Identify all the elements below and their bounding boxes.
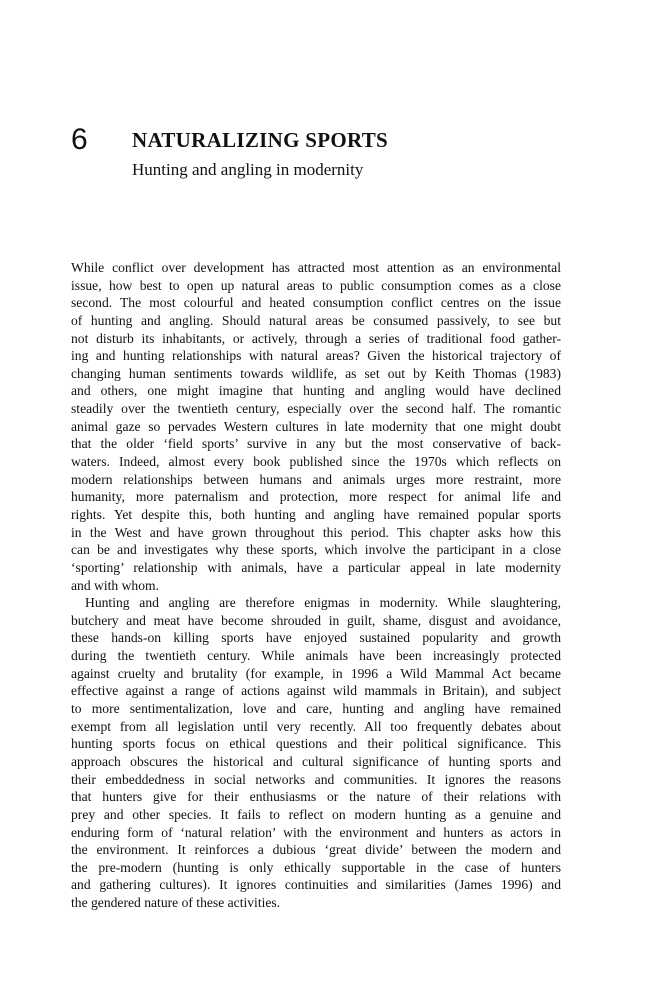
text-line: can be and investigates why these sports, which involve the participant in a close: [71, 542, 561, 558]
text-line: second. The most colourful and heated consumption conflict centres on the issue: [71, 295, 561, 311]
text-line: ‘sporting’ relationship with animals, have a particular appeal in late modernity: [71, 559, 561, 575]
text-line: approach obscures the historical and cultural significance of hunting sports and: [71, 753, 561, 769]
text-line: to more sentimentalization, love and care, hunting and angling have remained: [71, 701, 561, 717]
chapter-subtitle: Hunting and angling in modernity: [132, 160, 364, 179]
text-line: modern relationships between humans and animals urges more restraint, more: [71, 471, 561, 487]
text-line: prey and other species. It fails to reflect on modern hunting as a genuine and: [71, 806, 561, 822]
text-line: ing and hunting relationships with natural areas? Given the historical trajectory of: [71, 348, 561, 364]
chapter-title: NATURALIZING SPORTS: [132, 128, 389, 152]
body-text: [71, 259, 561, 912]
text-line: and with whom.: [71, 577, 159, 593]
text-line: issue, how best to open up natural areas to public consumption comes as a close: [71, 277, 561, 293]
text-line: changing human sentiments towards wildlife, as set out by Keith Thomas (1983): [71, 365, 561, 381]
text-line: the pre-modern (hunting is only ethically supportable in the case of hunters: [71, 859, 561, 875]
text-line: humanity, more paternalism and protection, more respect for animal life and: [71, 489, 561, 505]
text-line: and others, one might imagine that hunting and angling would have declined: [71, 383, 561, 399]
text-line: hunting sports focus on ethical questions and their political significance. This: [71, 736, 561, 752]
text-line: the environment. It reinforces a dubious ‘great divide’ between the modern and: [71, 842, 561, 858]
text-line: not disturb its inhabitants, or actively, through a series of traditional food gather-: [71, 330, 561, 346]
text-line: their embeddedness in social networks and communities. It ignores the reasons: [71, 771, 561, 787]
text-line: that hunters give for their enthusiasms or the nature of their relations with: [71, 789, 561, 805]
text-line: Hunting and angling are therefore enigmas in modernity. While slaughtering,: [85, 595, 561, 611]
text-line: against cruelty and brutality (for example, in 1996 a Wild Mammal Act became: [71, 665, 561, 681]
text-line: during the twentieth century. While animals have been increasingly protected: [71, 648, 561, 664]
text-line: and gathering cultures). It ignores continuities and similarities (James 1996) and: [71, 877, 561, 893]
text-line: While conflict over development has attracted most attention as an environmental: [71, 260, 561, 275]
text-line: enduring form of ‘natural relation’ with the environment and hunters as actors in: [71, 824, 561, 840]
text-line: waters. Indeed, almost every book published since the 1970s which reflects on: [71, 454, 561, 470]
text-line: effective against a range of actions against wild mammals in Britain), and subject: [71, 683, 561, 699]
text-line: the gendered nature of these activities.: [71, 895, 281, 911]
paragraph: [71, 259, 561, 594]
text-line: these hands-on killing sports have enjoyed sustained popularity and growth: [71, 630, 561, 646]
text-line: animal gaze so pervades Western cultures in late modernity that one might doubt: [71, 418, 561, 434]
text-line: in the West and have grown throughout this period. This chapter asks how this: [71, 524, 561, 540]
text-line: of hunting and angling. Should natural areas be consumed passively, to see but: [71, 312, 561, 328]
paragraph: [71, 594, 561, 912]
text-line: rights. Yet despite this, both hunting and angling have remained popular sports: [71, 506, 561, 522]
text-line: that the older ‘field sports’ survive in any but the most conservative of back-: [71, 436, 561, 452]
text-line: butchery and meat have become shrouded in guilt, shame, disgust and avoidance,: [71, 612, 561, 628]
text-line: steadily over the twentieth century, especially over the second half. The romantic: [71, 401, 561, 417]
text-line: exempt from all legislation until very recently. All too frequently debates about: [71, 718, 561, 734]
chapter-number: 6: [71, 123, 88, 156]
